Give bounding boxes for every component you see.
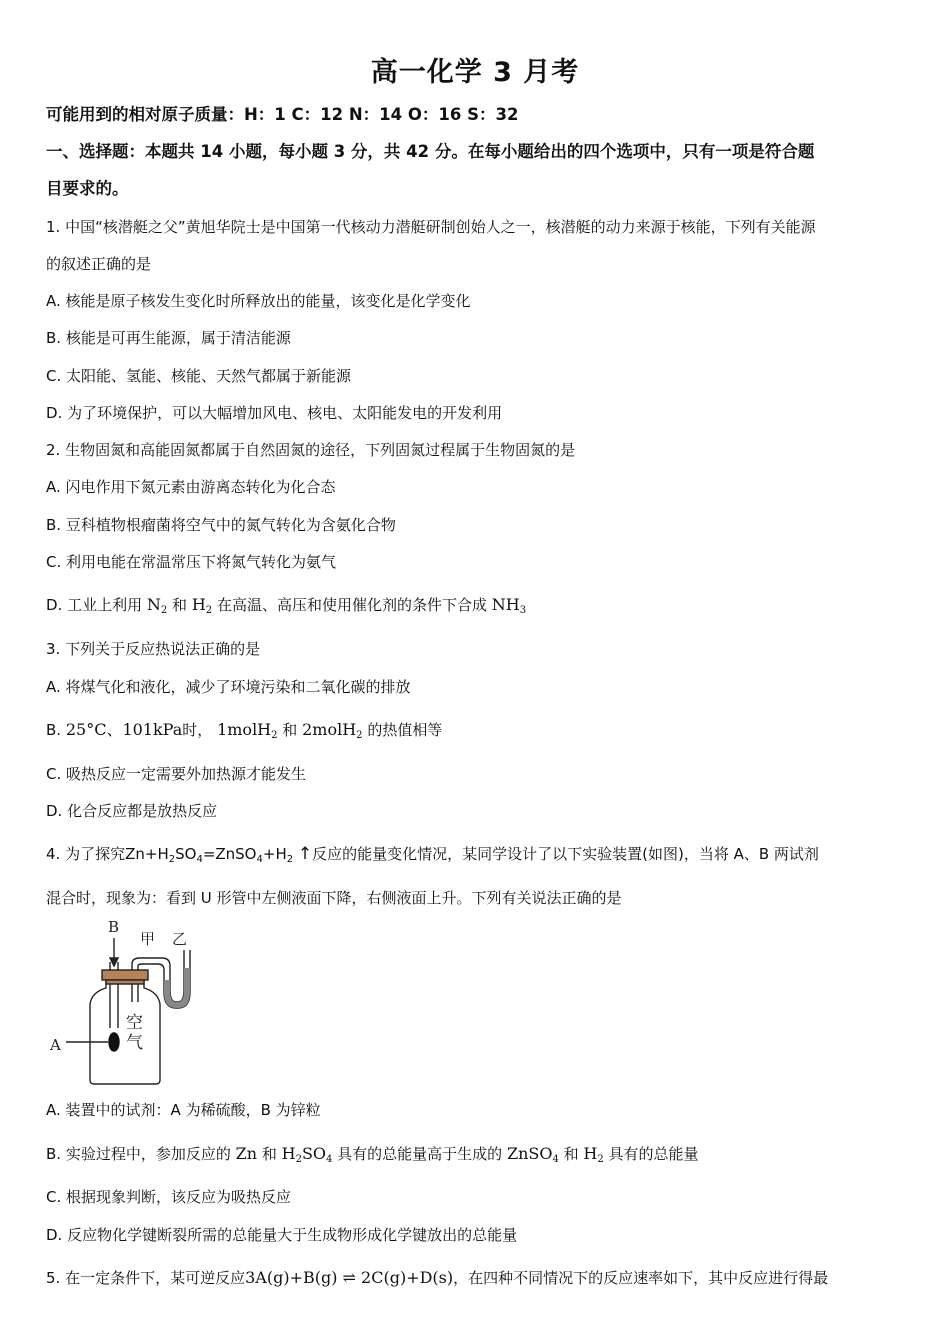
q4-option-b [46, 1143, 699, 1165]
q2-option-b: B. 豆科植物根瘤菌将空气中的氮气转化为含氨化合物 [46, 516, 396, 534]
equilibrium-arrow-icon: ⇌ [342, 1268, 356, 1287]
gas-arrow: ↑ [297, 844, 313, 864]
q1-stem-line1: 1. 中国“核潜艇之父”黄旭华院士是中国第一代核动力潜艇研制创始人之一，核潜艇的动力来源于核能，下列有关能源 [46, 218, 816, 236]
experiment-apparatus-figure [44, 918, 204, 1088]
q4-option-d: D. 反应物化学键断裂所需的总能量大于生成物形成化学键放出的总能量 [46, 1226, 518, 1244]
formula-h2so4: $H_2SO_4$ [281, 1144, 333, 1165]
q4-suffix: 反应的能量变化情况，某同学设计了以下实验装置(如图)，当将 A、B 两试剂 [312, 845, 819, 863]
formula-nh3: $NH_3$ [491, 595, 527, 616]
q3-b-and: 和 [282, 721, 298, 739]
formula-znso4: ZnSO$_4$ [506, 1144, 559, 1165]
q3-b-prefix: B. [46, 721, 62, 739]
q2-d-and: 和 [172, 596, 188, 614]
q4-option-c: C. 根据现象判断，该反应为吸热反应 [46, 1188, 292, 1206]
bottle-outline [90, 980, 160, 1084]
formula-h2-product: $H_2$ [583, 1144, 604, 1165]
formula-zn: Zn [235, 1144, 258, 1163]
section-heading-line1: 一、选择题：本题共 14 小题，每小题 3 分，共 42 分。在每小题给出的四个选项中，只有一项是符合题 [46, 142, 815, 161]
q2-d-middle: 在高温、高压和使用催化剂的条件下合成 [216, 596, 487, 614]
q4-prefix: 4. 为了探究 [46, 845, 126, 863]
q1-option-a: A. 核能是原子核发生变化时所释放出的能量，该变化是化学变化 [46, 292, 471, 310]
q2-d-prefix: D. 工业上利用 [46, 596, 143, 614]
q3-option-b [46, 719, 442, 741]
section-heading-line2: 目要求的。 [46, 179, 129, 198]
q4-b-middle: 具有的总能量高于生成的 [337, 1145, 503, 1163]
q3-b-suffix: 的热值相等 [367, 721, 443, 739]
page-title: 高一化学 3 月考 [370, 57, 580, 88]
q3-stem: 3. 下列关于反应热说法正确的是 [46, 640, 261, 658]
q2-option-d [46, 594, 526, 616]
formula-h2: $H_2$ [191, 595, 213, 616]
label-a: A [50, 1036, 61, 1054]
q4-b-suffix: 具有的总能量 [608, 1145, 699, 1163]
q1-option-c: C. 太阳能、氢能、核能、天然气都属于新能源 [46, 367, 352, 385]
label-yi: 乙 [172, 930, 188, 948]
q5-suffix: ，在四种不同情况下的反应速率如下，其中反应进行得最 [453, 1269, 829, 1287]
q5-prefix: 5. 在一定条件下，某可逆反应 [46, 1269, 246, 1287]
label-b: B [108, 918, 120, 936]
formula-1molh2: 1molH$_2$ [217, 720, 278, 741]
label-qi: 气 [126, 1033, 143, 1053]
q2-option-a: A. 闪电作用下氮元素由游离态转化为化合态 [46, 478, 336, 496]
q3-b-condition: 25°C、101kPa [65, 720, 183, 739]
q4-b-prefix: B. 实验过程中，参加反应的 [46, 1145, 231, 1163]
atomic-mass-line: 可能用到的相对原子质量：H：1 C：12 N：14 O：16 S：32 [46, 105, 519, 124]
q4-equation: $Zn+H_2SO_4=ZnSO_4+H_2$ ↑ [125, 844, 313, 865]
label-jia: 甲 [140, 930, 156, 948]
q4-b-and1: 和 [261, 1145, 277, 1163]
q3-option-a: A. 将煤气化和液化，减少了环境污染和二氧化碳的排放 [46, 678, 411, 696]
q1-option-d: D. 为了环境保护，可以大幅增加风电、核电、太阳能发电的开发利用 [46, 404, 503, 422]
formula-n2: $N_2$ [146, 595, 168, 616]
q4-option-a: A. 装置中的试剂：A 为稀硫酸，B 为锌粒 [46, 1101, 321, 1119]
q4-stem-line1 [46, 843, 819, 865]
q3-b-text1: 时， [182, 721, 213, 739]
q2-stem: 2. 生物固氮和高能固氮都属于自然固氮的途径，下列固氮过程属于生物固氮的是 [46, 441, 576, 459]
label-kong: 空 [126, 1013, 143, 1033]
q5-stem [46, 1267, 828, 1289]
q1-stem-line2: 的叙述正确的是 [46, 255, 152, 273]
q2-option-c: C. 利用电能在常温常压下将氮气转化为氨气 [46, 553, 337, 571]
q1-option-b: B. 核能是可再生能源，属于清洁能源 [46, 329, 291, 347]
q5-equation: 3A(g)+B(g) ⇌ 2C(g)+D(s) [245, 1268, 454, 1287]
stopper [102, 970, 148, 980]
q4-b-and2: 和 [563, 1145, 579, 1163]
q3-option-d: D. 化合反应都是放热反应 [46, 802, 218, 820]
q4-stem-line2: 混合时，现象为：看到 U 形管中左侧液面下降，右侧液面上升。下列有关说法正确的是 [46, 889, 622, 907]
q3-option-c: C. 吸热反应一定需要外加热源才能发生 [46, 765, 307, 783]
formula-2molh2: 2molH$_2$ [302, 720, 363, 741]
